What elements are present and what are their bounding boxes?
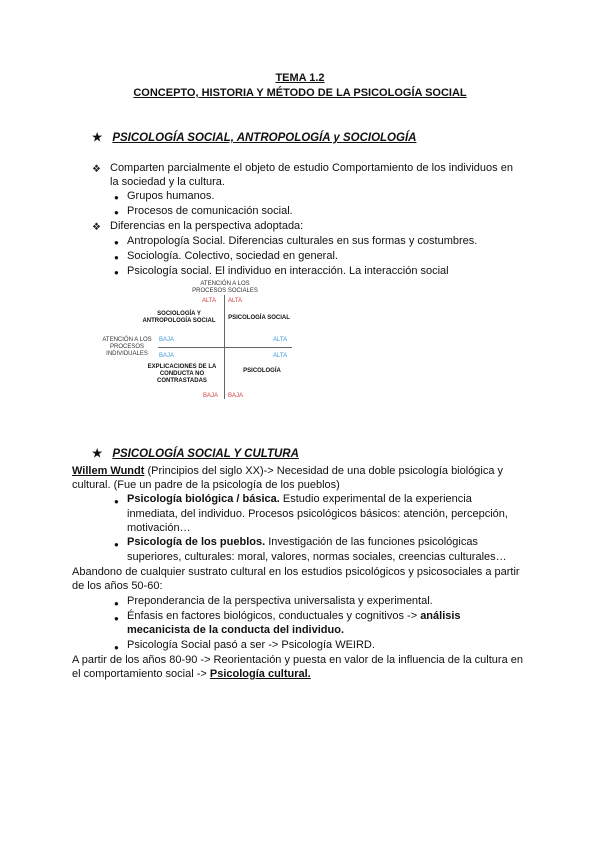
list-item: Antropología Social. Diferencias culturales en sus formas y costumbres. xyxy=(127,235,478,247)
bullet-icon: ● xyxy=(114,253,119,262)
bullet-icon: ● xyxy=(114,497,119,506)
quadrant-bottom-left: EXPLICACIONES DE LA CONDUCTA NO CONTRASTADAS xyxy=(147,364,217,384)
diagram-top-label: ATENCIÓN A LOS PROCESOS SOCIALES xyxy=(192,281,258,294)
label-alta-top-right: ALTA xyxy=(228,298,243,304)
label-baja-bottom-left: BAJA xyxy=(203,393,219,399)
list-item-text: la sociedad y la cultura. xyxy=(110,176,225,188)
star-icon: ★ xyxy=(92,132,103,144)
list-item: Psicología biológica / básica. Estudio experimental de la experiencia xyxy=(127,493,472,505)
bullet-icon: ● xyxy=(114,614,119,623)
diamond-bullet-icon: ❖ xyxy=(92,222,101,233)
bullet-icon: ● xyxy=(114,540,119,549)
diagram-horizontal-axis xyxy=(158,347,292,348)
diagram-left-label: ATENCIÓN A LOS PROCESOS INDIVIDUALES xyxy=(102,337,152,357)
bullet-icon: ● xyxy=(114,599,119,608)
star-icon: ★ xyxy=(92,448,103,460)
wundt-name: Willem Wundt xyxy=(72,465,145,477)
page-subtitle: CONCEPTO, HISTORIA Y MÉTODO DE LA PSICOLOGÍA SOCIAL xyxy=(133,87,467,99)
list-item: Psicología social. El individuo en interacción. La interacción social xyxy=(127,265,449,277)
bullet-icon: ● xyxy=(114,238,119,247)
quadrant-top-right: PSICOLOGÍA SOCIAL xyxy=(228,315,290,321)
list-item: Sociología. Colectivo, sociedad en general. xyxy=(127,250,338,262)
bullet-icon: ● xyxy=(114,643,119,652)
section-heading-1: ★ PSICOLOGÍA SOCIAL, ANTROPOLOGÍA y SOCIOLOGÍA xyxy=(92,132,417,144)
list-item xyxy=(92,162,101,177)
label-alta-top-left: ALTA xyxy=(202,298,217,304)
label-alta-right-top: ALTA xyxy=(273,337,288,343)
label-baja-left-bottom: BAJA xyxy=(159,353,175,359)
label-baja-left-top: BAJA xyxy=(159,337,175,343)
paragraph-line: el comportamiento social -> Psicología cultural. xyxy=(72,668,311,680)
quadrant-bottom-right: PSICOLOGÍA xyxy=(243,368,281,374)
list-item-text: superiores, culturales: moral, valores, normas sociales, creencias culturales… xyxy=(127,551,507,563)
paragraph-line: de los años 50-60: xyxy=(72,580,163,592)
quadrant-top-left: SOCIOLOGÍA Y ANTROPOLOGÍA SOCIAL xyxy=(142,311,216,324)
list-item: Preponderancia de la perspectiva universalista y experimental. xyxy=(127,595,433,607)
bullet-icon: ● xyxy=(114,193,119,202)
diamond-bullet-icon: ❖ xyxy=(92,164,101,175)
section-heading-2: ★ PSICOLOGÍA SOCIAL Y CULTURA xyxy=(92,448,299,460)
list-item: Psicología de los pueblos. Investigación de las funciones psicológicas xyxy=(127,536,478,548)
list-item: Énfasis en factores biológicos, conductuales y cognitivos -> análisis xyxy=(127,610,461,622)
list-item: Psicología Social pasó a ser -> Psicología WEIRD. xyxy=(127,639,375,651)
page-title: TEMA 1.2 xyxy=(275,72,325,84)
paragraph-line: Abandono de cualquier sustrato cultural en los estudios psicológicos y psicosociales a partir xyxy=(72,566,520,578)
list-item-text: motivación… xyxy=(127,522,191,534)
bullet-icon: ● xyxy=(114,208,119,217)
label-alta-right-bottom: ALTA xyxy=(273,353,288,359)
wundt-line-1: Willem Wundt (Principios del siglo XX)-> Necesidad de una doble psicología biológica y xyxy=(72,465,504,477)
list-item-text: inmediata, del individuo. Procesos psicológicos básicos: atención, percepción, xyxy=(127,508,508,520)
bullet-icon: ● xyxy=(114,268,119,277)
list-item-text: mecanicista de la conducta del individuo. xyxy=(127,624,344,636)
list-item: Grupos humanos. xyxy=(127,190,215,202)
list-item-text: Comparten parcialmente el objeto de estudio Comportamiento de los individuos en xyxy=(110,162,513,174)
list-item-text: Diferencias en la perspectiva adoptada: xyxy=(110,220,304,232)
paragraph-line: A partir de los años 80-90 -> Reorientación y puesta en valor de la influencia de la cultura en xyxy=(72,654,523,666)
wundt-line-2: cultural. (Fue un padre de la psicología de los pueblos) xyxy=(72,479,340,491)
list-item: Procesos de comunicación social. xyxy=(127,205,293,217)
psicologia-cultural-term: Psicología cultural. xyxy=(209,668,311,680)
label-baja-bottom-right: BAJA xyxy=(228,393,244,399)
